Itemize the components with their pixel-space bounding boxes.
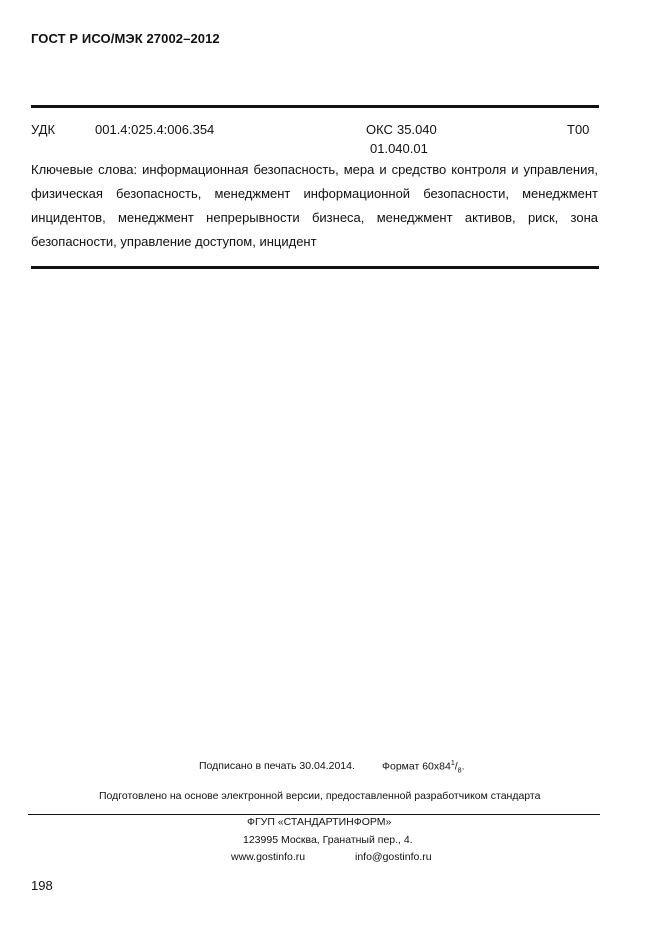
udk-label: УДК	[31, 122, 56, 137]
publisher-email[interactable]: info@gostinfo.ru	[355, 851, 432, 863]
oks-value-primary: 35.040	[397, 122, 437, 137]
signed-date: Подписано в печать 30.04.2014.	[199, 760, 355, 772]
bottom-rule	[31, 266, 599, 269]
prepared-note: Подготовлено на основе электронной версии, предоставленной разработчиком стандарта	[99, 790, 541, 802]
oks-value-secondary: 01.040.01	[370, 141, 428, 156]
udk-value: 001.4:025.4:006.354	[95, 122, 215, 137]
t-code: Т00	[567, 122, 590, 137]
keywords-paragraph: Ключевые слова: информационная безопасность, мера и средство контроля и управления, физическая безопасность, менеджмент информационной безопасности, менеджмент инцидентов, менеджмент непрерывности бизнеса, менеджмент активов, риск, зона безопасности, управление доступом, инцидент	[31, 162, 598, 249]
document-header: ГОСТ Р ИСО/МЭК 27002–2012	[31, 31, 220, 46]
oks-label: ОКС	[366, 122, 393, 137]
top-rule	[31, 105, 599, 108]
print-format-sup: 1	[450, 760, 455, 767]
publisher-name: ФГУП «СТАНДАРТИНФОРМ»	[247, 816, 392, 828]
footer-rule	[28, 814, 600, 815]
print-format-sub: 8	[457, 767, 462, 775]
print-format: Формат $60x84^1/_8$.	[382, 760, 465, 775]
publisher-address: 123995 Москва, Гранатный пер., 4.	[243, 834, 413, 846]
publisher-website[interactable]: www.gostinfo.ru	[231, 851, 306, 863]
print-format-label: Формат 60x84	[382, 760, 451, 773]
page-number: 198	[31, 878, 53, 893]
